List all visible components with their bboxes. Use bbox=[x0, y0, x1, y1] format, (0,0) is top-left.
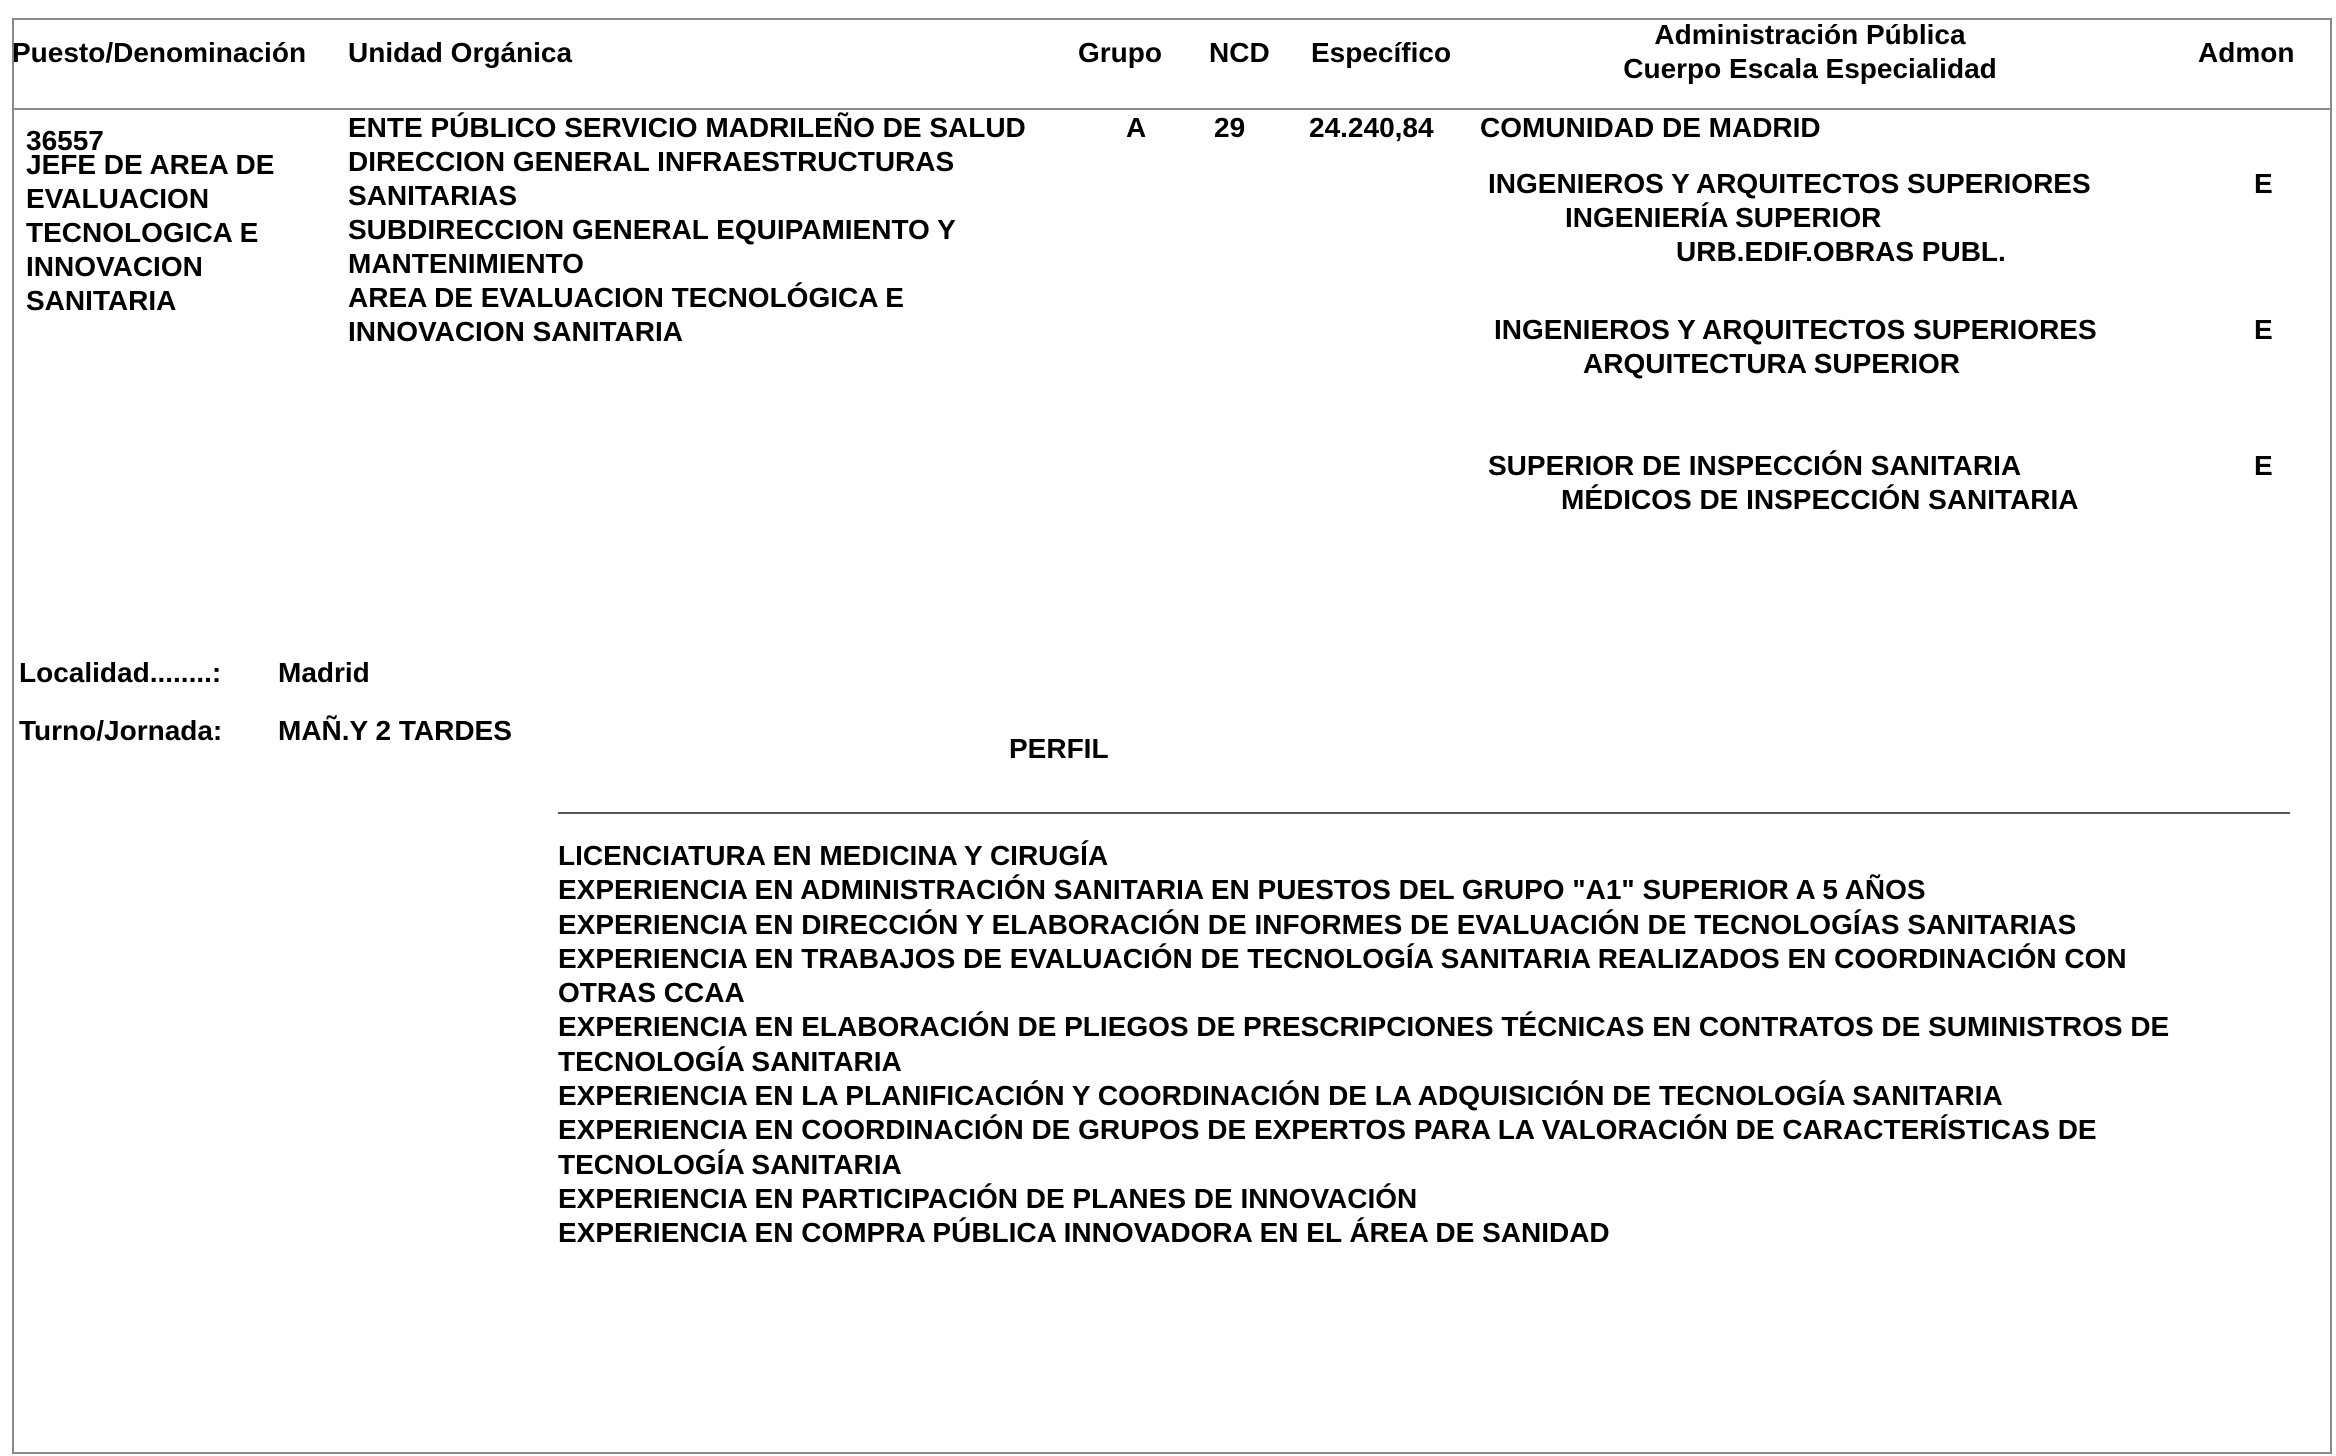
ncd-value: 29 bbox=[1214, 112, 1246, 143]
puesto-title-line: TECNOLOGICA E bbox=[26, 217, 259, 248]
perfil-line: EXPERIENCIA EN ELABORACIÓN DE PLIEGOS DE PRESCRIPCIONES TÉCNICAS EN CONTRATOS DE SUMINISTROS DE bbox=[558, 1011, 2170, 1043]
unidad-line: AREA DE EVALUACION TECNOLÓGICA E bbox=[348, 282, 904, 313]
admon-2: E bbox=[2254, 314, 2273, 345]
header-admin-line2: Cuerpo Escala Especialidad bbox=[1623, 53, 1997, 84]
admon-1: E bbox=[2254, 168, 2273, 199]
cuerpo-1: INGENIEROS Y ARQUITECTOS SUPERIORES bbox=[1488, 168, 2091, 199]
header-admon: Admon bbox=[2198, 37, 2295, 68]
admon-3: E bbox=[2254, 450, 2273, 481]
perfil-line: TECNOLOGÍA SANITARIA bbox=[558, 1148, 902, 1180]
unidad-line: MANTENIMIENTO bbox=[348, 248, 584, 279]
localidad-value: Madrid bbox=[278, 657, 370, 688]
header-puesto: Puesto/Denominación bbox=[12, 37, 307, 68]
perfil-line: TECNOLOGÍA SANITARIA bbox=[558, 1045, 902, 1077]
perfil-line: LICENCIATURA EN MEDICINA Y CIRUGÍA bbox=[558, 840, 1109, 871]
puesto-title-line: EVALUACION bbox=[26, 183, 210, 214]
perfil-line: EXPERIENCIA EN TRABAJOS DE EVALUACIÓN DE TECNOLOGÍA SANITARIA REALIZADOS EN COORDINACIÓN CON bbox=[558, 942, 2127, 974]
escala-1: INGENIERÍA SUPERIOR bbox=[1565, 202, 1882, 233]
header-grupo: Grupo bbox=[1078, 37, 1162, 68]
perfil-line: EXPERIENCIA EN COMPRA PÚBLICA INNOVADORA EN EL ÁREA DE SANIDAD bbox=[558, 1217, 1610, 1249]
grupo-value: A bbox=[1126, 112, 1147, 143]
unidad-organica bbox=[348, 111, 1026, 349]
perfil-line: EXPERIENCIA EN PARTICIPACIÓN DE PLANES DE INNOVACIÓN bbox=[558, 1182, 1418, 1214]
perfil-title: PERFIL bbox=[1009, 733, 1109, 764]
perfil-line: EXPERIENCIA EN COORDINACIÓN DE GRUPOS DE EXPERTOS PARA LA VALORACIÓN DE CARACTERÍSTICAS DE bbox=[558, 1114, 2097, 1146]
unidad-line: ENTE PÚBLICO SERVICIO MADRILEÑO DE SALUD bbox=[348, 112, 1026, 143]
header-ncd: NCD bbox=[1209, 37, 1270, 68]
escala-3: MÉDICOS DE INSPECCIÓN SANITARIA bbox=[1561, 484, 2079, 515]
turno-value: MAÑ.Y 2 TARDES bbox=[278, 715, 512, 746]
perfil-line: EXPERIENCIA EN LA PLANIFICACIÓN Y COORDINACIÓN DE LA ADQUISICIÓN DE TECNOLOGÍA SANITARIA bbox=[558, 1080, 2003, 1112]
puesto-title-line: SANITARIA bbox=[26, 285, 177, 316]
perfil-requirements bbox=[558, 839, 2169, 1251]
perfil-line: OTRAS CCAA bbox=[558, 977, 745, 1009]
localidad-label: Localidad........: bbox=[19, 657, 222, 688]
header-especifico: Específico bbox=[1311, 37, 1452, 68]
header-admin-line1: Administración Pública bbox=[1654, 19, 1966, 50]
especialidad-1: URB.EDIF.OBRAS PUBL. bbox=[1676, 236, 2006, 267]
administracion-value: COMUNIDAD DE MADRID bbox=[1480, 112, 1821, 143]
escala-2: ARQUITECTURA SUPERIOR bbox=[1583, 348, 1960, 379]
cuerpo-3: SUPERIOR DE INSPECCIÓN SANITARIA bbox=[1488, 450, 2022, 481]
puesto-code: 36557 bbox=[26, 125, 104, 156]
unidad-line: DIRECCION GENERAL INFRAESTRUCTURAS bbox=[348, 146, 955, 177]
puesto-title-line: JEFE DE AREA DE bbox=[26, 149, 275, 180]
cuerpo-2: INGENIEROS Y ARQUITECTOS SUPERIORES bbox=[1494, 314, 2097, 345]
unidad-line: INNOVACION SANITARIA bbox=[348, 316, 683, 347]
especifico-value: 24.240,84 bbox=[1309, 112, 1434, 143]
header-divider bbox=[12, 108, 2332, 110]
puesto-title-line: INNOVACION bbox=[26, 251, 203, 282]
perfil-line: EXPERIENCIA EN DIRECCIÓN Y ELABORACIÓN DE INFORMES DE EVALUACIÓN DE TECNOLOGÍAS SANITARIAS bbox=[558, 908, 2077, 940]
unidad-line: SUBDIRECCION GENERAL EQUIPAMIENTO Y bbox=[348, 214, 956, 245]
puesto-title bbox=[26, 148, 274, 318]
perfil-divider bbox=[558, 812, 2290, 814]
unidad-line: SANITARIAS bbox=[348, 180, 518, 211]
header-unidad: Unidad Orgánica bbox=[348, 37, 573, 68]
perfil-line: EXPERIENCIA EN ADMINISTRACIÓN SANITARIA EN PUESTOS DEL GRUPO "A1" SUPERIOR A 5 AÑOS bbox=[558, 874, 1926, 906]
turno-label: Turno/Jornada: bbox=[19, 715, 223, 746]
